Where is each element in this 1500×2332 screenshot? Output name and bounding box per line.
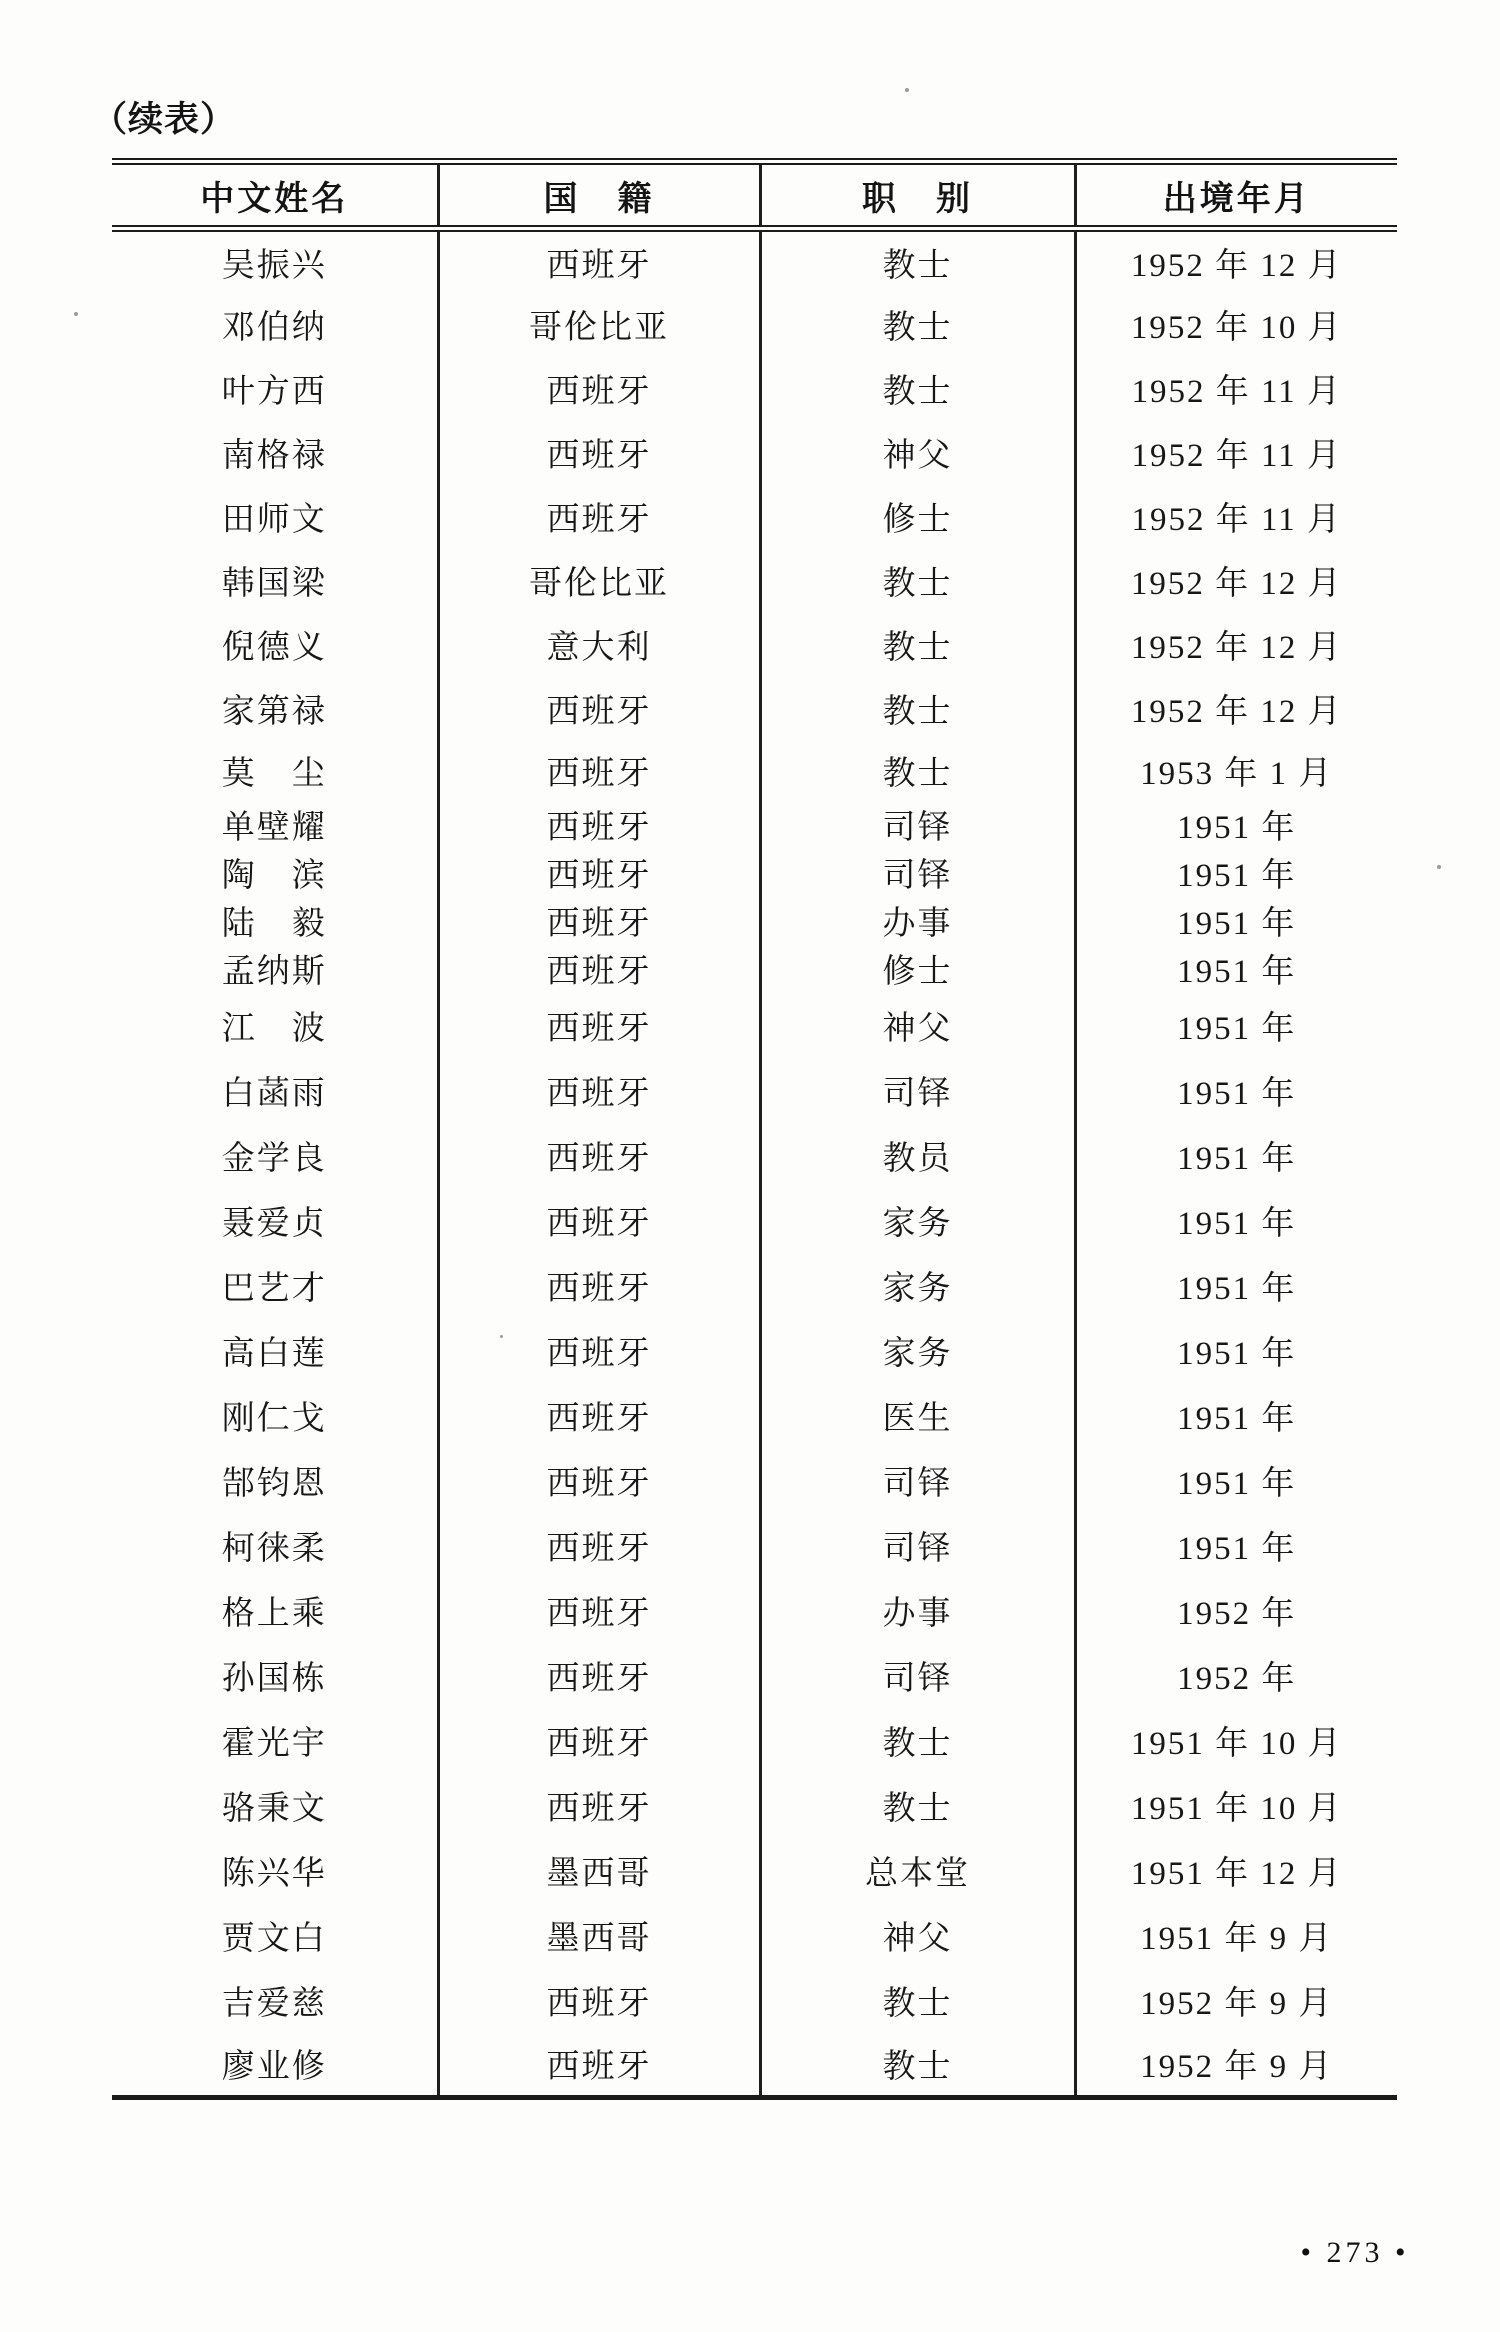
name-cell: 江 波 xyxy=(221,1010,327,1047)
exit-date-cell: 1952 年 9 月 xyxy=(1075,2033,1397,2098)
occupation-cell: 司铎 xyxy=(760,1643,1075,1708)
nationality-cell: 西班牙 xyxy=(438,741,760,801)
table-row xyxy=(112,357,1397,421)
nationality-cell: 西班牙 xyxy=(438,849,760,897)
exit-date-cell: 1951 年 xyxy=(1075,1253,1397,1318)
nationality-cell: 西班牙 xyxy=(438,1448,760,1513)
name-cell: 单壁耀 xyxy=(221,810,327,846)
exit-date-cell: 1952 年 9 月 xyxy=(1075,1968,1397,2033)
scan-speck xyxy=(500,1335,503,1338)
exit-date-cell: 1952 年 11 月 xyxy=(1075,485,1397,549)
name-cell: 孟纳斯 xyxy=(221,954,327,990)
table-row xyxy=(112,1058,1397,1123)
name-cell: 聂爱贞 xyxy=(221,1205,327,1242)
occupation-cell: 神父 xyxy=(760,1903,1075,1968)
nationality-cell: 墨西哥 xyxy=(438,1903,760,1968)
table-row xyxy=(112,1448,1397,1513)
table-row xyxy=(112,1188,1397,1253)
name-cell: 贾文白 xyxy=(221,1920,327,1957)
table-row xyxy=(112,1578,1397,1643)
name-cell: 格上乘 xyxy=(221,1595,327,1632)
scan-speck xyxy=(905,88,909,92)
exit-date-cell: 1951 年 xyxy=(1075,1188,1397,1253)
table-row xyxy=(112,677,1397,741)
table-row xyxy=(112,801,1397,849)
exit-date-cell: 1952 年 10 月 xyxy=(1075,293,1397,357)
occupation-cell: 教士 xyxy=(760,229,1075,293)
occupation-cell: 司铎 xyxy=(760,849,1075,897)
name-cell: 骆秉文 xyxy=(221,1790,327,1827)
nationality-cell: 西班牙 xyxy=(438,677,760,741)
occupation-cell: 教士 xyxy=(760,613,1075,677)
table-row xyxy=(112,1123,1397,1188)
name-cell: 霍光宇 xyxy=(221,1725,327,1762)
name-cell: 金学良 xyxy=(221,1140,327,1177)
table-row xyxy=(112,897,1397,945)
name-cell: 田师文 xyxy=(221,502,327,538)
occupation-cell: 教士 xyxy=(760,549,1075,613)
occupation-cell: 总本堂 xyxy=(760,1838,1075,1903)
name-cell: 陈兴华 xyxy=(221,1855,327,1892)
exit-date-cell: 1951 年 xyxy=(1075,1058,1397,1123)
name-cell: 吉爱慈 xyxy=(221,1985,327,2022)
exit-date-cell: 1951 年 xyxy=(1075,801,1397,849)
occupation-cell: 教士 xyxy=(760,1773,1075,1838)
occupation-cell: 医生 xyxy=(760,1383,1075,1448)
table-row xyxy=(112,1513,1397,1578)
name-cell: 韩国梁 xyxy=(221,566,327,602)
nationality-cell: 西班牙 xyxy=(438,1708,760,1773)
name-cell: 莫 尘 xyxy=(221,756,327,792)
nationality-cell: 西班牙 xyxy=(438,1188,760,1253)
nationality-cell: 哥伦比亚 xyxy=(438,549,760,613)
exit-date-cell: 1951 年 10 月 xyxy=(1075,1773,1397,1838)
nationality-cell: 西班牙 xyxy=(438,1123,760,1188)
occupation-cell: 教员 xyxy=(760,1123,1075,1188)
exit-date-cell: 1952 年 11 月 xyxy=(1075,357,1397,421)
nationality-cell: 西班牙 xyxy=(438,1968,760,2033)
nationality-cell: 西班牙 xyxy=(438,993,760,1058)
name-cell: 南格禄 xyxy=(221,438,327,474)
exit-date-cell: 1951 年 xyxy=(1075,1513,1397,1578)
nationality-cell: 西班牙 xyxy=(438,1318,760,1383)
table-row xyxy=(112,1383,1397,1448)
exit-date-cell: 1952 年 12 月 xyxy=(1075,677,1397,741)
page-number: • 273 • xyxy=(1300,2236,1410,2269)
exit-date-cell: 1951 年 10 月 xyxy=(1075,1708,1397,1773)
name-cell: 廖业修 xyxy=(221,2049,327,2086)
table-row xyxy=(112,1838,1397,1903)
name-cell: 叶方西 xyxy=(221,374,327,410)
nationality-cell: 哥伦比亚 xyxy=(438,293,760,357)
table-row xyxy=(112,849,1397,897)
name-cell: 郜钧恩 xyxy=(221,1465,327,1502)
exit-date-cell: 1951 年 xyxy=(1075,1318,1397,1383)
occupation-cell: 教士 xyxy=(760,1968,1075,2033)
occupation-cell: 家务 xyxy=(760,1318,1075,1383)
occupation-cell: 办事 xyxy=(760,897,1075,945)
table-row xyxy=(112,613,1397,677)
header-nationality: 国 籍 xyxy=(438,162,760,229)
exit-date-cell: 1951 年 xyxy=(1075,1383,1397,1448)
nationality-cell: 西班牙 xyxy=(438,897,760,945)
exit-table xyxy=(112,158,1397,2100)
name-cell: 高白莲 xyxy=(221,1335,327,1372)
nationality-cell: 西班牙 xyxy=(438,229,760,293)
table-row xyxy=(112,1318,1397,1383)
nationality-cell: 墨西哥 xyxy=(438,1838,760,1903)
occupation-cell: 教士 xyxy=(760,1708,1075,1773)
occupation-cell: 教士 xyxy=(760,293,1075,357)
occupation-cell: 神父 xyxy=(760,993,1075,1058)
name-cell: 邓伯纳 xyxy=(221,310,327,346)
name-cell: 刚仁戈 xyxy=(221,1400,327,1437)
table-header xyxy=(112,162,1397,229)
header-chinese-name: 中文姓名 xyxy=(112,162,438,229)
table-row xyxy=(112,229,1397,293)
occupation-cell: 教士 xyxy=(760,2033,1075,2098)
exit-date-cell: 1952 年 11 月 xyxy=(1075,421,1397,485)
name-cell: 巴艺才 xyxy=(221,1270,327,1307)
occupation-cell: 神父 xyxy=(760,421,1075,485)
table-row xyxy=(112,741,1397,801)
name-cell: 倪德义 xyxy=(221,630,327,666)
table-body xyxy=(112,229,1397,2098)
occupation-cell: 教士 xyxy=(760,741,1075,801)
nationality-cell: 西班牙 xyxy=(438,1253,760,1318)
table-row xyxy=(112,2033,1397,2098)
table-row xyxy=(112,293,1397,357)
nationality-cell: 西班牙 xyxy=(438,1773,760,1838)
exit-date-cell: 1952 年 12 月 xyxy=(1075,613,1397,677)
occupation-cell: 修士 xyxy=(760,485,1075,549)
header-occupation: 职 别 xyxy=(760,162,1075,229)
nationality-cell: 西班牙 xyxy=(438,1643,760,1708)
header-row xyxy=(112,162,1397,229)
name-cell: 家第禄 xyxy=(221,694,327,730)
exit-date-cell: 1951 年 xyxy=(1075,993,1397,1058)
occupation-cell: 司铎 xyxy=(760,1058,1075,1123)
scan-speck xyxy=(74,312,78,316)
exit-date-cell: 1951 年 xyxy=(1075,897,1397,945)
exit-date-cell: 1951 年 xyxy=(1075,945,1397,993)
table-row xyxy=(112,1903,1397,1968)
occupation-cell: 司铎 xyxy=(760,1448,1075,1513)
table-row xyxy=(112,945,1397,993)
continuation-table-label: （续表） xyxy=(92,100,237,139)
nationality-cell: 西班牙 xyxy=(438,2033,760,2098)
nationality-cell: 西班牙 xyxy=(438,485,760,549)
table-row xyxy=(112,1253,1397,1318)
table-row xyxy=(112,1773,1397,1838)
occupation-cell: 教士 xyxy=(760,357,1075,421)
exit-date-cell: 1952 年 xyxy=(1075,1643,1397,1708)
name-cell: 柯徕柔 xyxy=(221,1530,327,1567)
occupation-cell: 办事 xyxy=(760,1578,1075,1643)
name-cell: 孙国栋 xyxy=(221,1660,327,1697)
exit-date-cell: 1951 年 xyxy=(1075,849,1397,897)
table-row xyxy=(112,1708,1397,1773)
table-row xyxy=(112,485,1397,549)
table-row xyxy=(112,549,1397,613)
exit-date-cell: 1951 年 9 月 xyxy=(1075,1903,1397,1968)
occupation-cell: 司铎 xyxy=(760,801,1075,849)
name-cell: 陶 滨 xyxy=(221,858,327,894)
nationality-cell: 西班牙 xyxy=(438,1058,760,1123)
table-row xyxy=(112,1643,1397,1708)
occupation-cell: 修士 xyxy=(760,945,1075,993)
exit-date-cell: 1951 年 12 月 xyxy=(1075,1838,1397,1903)
scan-speck xyxy=(1437,865,1441,869)
nationality-cell: 西班牙 xyxy=(438,357,760,421)
header-exit-date: 出境年月 xyxy=(1075,162,1397,229)
nationality-cell: 西班牙 xyxy=(438,801,760,849)
nationality-cell: 西班牙 xyxy=(438,1383,760,1448)
nationality-cell: 意大利 xyxy=(438,613,760,677)
name-cell: 白菡雨 xyxy=(221,1075,327,1112)
table-row xyxy=(112,1968,1397,2033)
exit-date-cell: 1951 年 xyxy=(1075,1448,1397,1513)
exit-date-cell: 1953 年 1 月 xyxy=(1075,741,1397,801)
exit-date-cell: 1951 年 xyxy=(1075,1123,1397,1188)
exit-date-cell: 1952 年 xyxy=(1075,1578,1397,1643)
nationality-cell: 西班牙 xyxy=(438,1513,760,1578)
exit-date-cell: 1952 年 12 月 xyxy=(1075,549,1397,613)
nationality-cell: 西班牙 xyxy=(438,421,760,485)
occupation-cell: 教士 xyxy=(760,677,1075,741)
occupation-cell: 家务 xyxy=(760,1253,1075,1318)
nationality-cell: 西班牙 xyxy=(438,945,760,993)
occupation-cell: 司铎 xyxy=(760,1513,1075,1578)
table-row xyxy=(112,993,1397,1058)
nationality-cell: 西班牙 xyxy=(438,1578,760,1643)
name-cell: 陆 毅 xyxy=(221,906,327,942)
exit-date-cell: 1952 年 12 月 xyxy=(1075,229,1397,293)
occupation-cell: 家务 xyxy=(760,1188,1075,1253)
name-cell: 吴振兴 xyxy=(221,247,327,284)
table-row xyxy=(112,421,1397,485)
